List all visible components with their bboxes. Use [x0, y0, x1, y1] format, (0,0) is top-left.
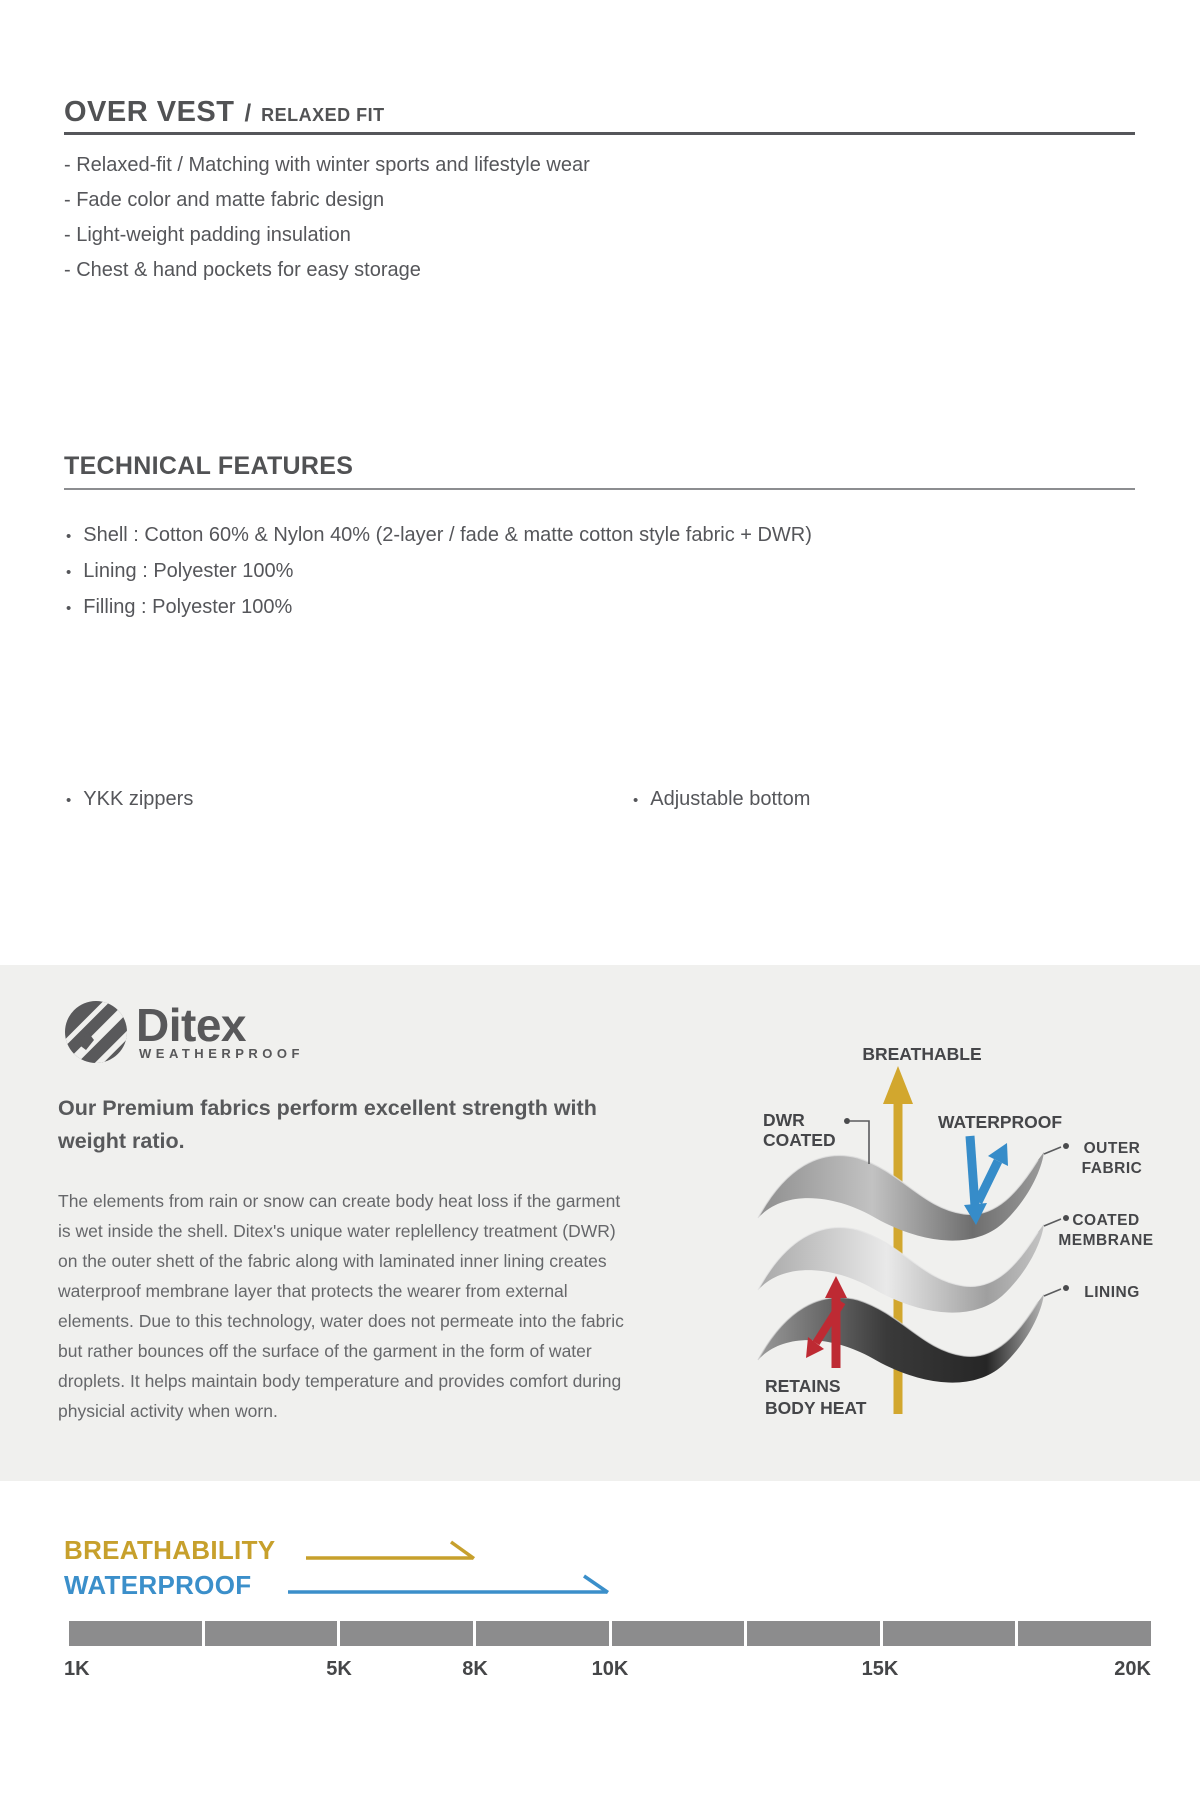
scale-tick-20k: 20K: [1114, 1658, 1151, 1680]
page-title: [64, 96, 385, 129]
technical-item: [66, 518, 812, 554]
technical-list: [66, 518, 812, 626]
brand-name: Ditex: [136, 999, 246, 1051]
extra-feature-bottom: [633, 788, 810, 811]
breathability-arrow: [306, 1542, 474, 1559]
scale-tick-10k: 10K: [591, 1658, 629, 1680]
scale-tick-8k: 8K: [462, 1658, 488, 1680]
breathable-arrow-head: [883, 1066, 913, 1104]
panel-headline: Our Premium fabrics perform excellent strength with weight ratio.: [58, 1096, 597, 1153]
feature-item: - Light-weight padding insulation: [64, 224, 351, 246]
bullet-icon: •: [66, 564, 72, 581]
coated-membrane-label: COATED: [1072, 1212, 1140, 1229]
extra-feature-text: Adjustable bottom: [650, 788, 811, 810]
scale-segment: [69, 1621, 202, 1646]
waterproof-label-bottom: WATERPROOF: [64, 1570, 252, 1600]
technical-item-text: Shell : Cotton 60% & Nylon 40% (2-layer / fade & matte cotton style fabric + DWR): [83, 524, 812, 546]
scale-segment: [612, 1621, 745, 1646]
fit-label: RELAXED FIT: [261, 105, 385, 125]
scale-segment: [883, 1621, 1016, 1646]
scale-tick-1k: 1K: [64, 1658, 90, 1680]
outer-fabric-label: OUTER: [1083, 1140, 1141, 1157]
outer-fabric-label: FABRIC: [1081, 1160, 1143, 1177]
meter-arrows: [0, 1530, 700, 1610]
feature-item: - Relaxed-fit / Matching with winter sports and lifestyle wear: [64, 154, 590, 176]
lining-connector: [1044, 1285, 1069, 1296]
bullet-icon: •: [66, 600, 72, 617]
lining-label: LINING: [1084, 1284, 1140, 1301]
scale-segment: [747, 1621, 880, 1646]
technical-underline: [64, 488, 1135, 490]
retains-body-heat-label: RETAINS: [765, 1376, 841, 1396]
scale-segment: [340, 1621, 473, 1646]
breathability-label: BREATHABILITY: [64, 1535, 276, 1565]
waterproof-arrow-line: [288, 1576, 608, 1593]
scale-segment: [205, 1621, 338, 1646]
coated-membrane-label: MEMBRANE: [1058, 1232, 1154, 1249]
extra-feature-zippers: [66, 788, 193, 811]
ditex-logo-icon: [64, 1000, 128, 1064]
scale-tick-5k: 5K: [326, 1658, 352, 1680]
outer-fabric-connector: [1044, 1143, 1069, 1154]
scale-tick-15k: 15K: [861, 1658, 899, 1680]
brand-tagline: WEATHERPROOF: [139, 1046, 304, 1061]
extra-feature-text: YKK zippers: [83, 788, 194, 810]
bullet-icon: •: [66, 528, 72, 545]
scale-segment: [476, 1621, 609, 1646]
retains-body-heat-label: BODY HEAT: [765, 1398, 867, 1418]
bullet-icon: •: [633, 792, 639, 809]
technical-item-text: Filling : Polyester 100%: [83, 596, 293, 618]
feature-item: - Fade color and matte fabric design: [64, 189, 385, 211]
breathable-label: BREATHABLE: [862, 1044, 982, 1064]
dwr-coated-label: DWR: [763, 1110, 805, 1130]
title-underline: [64, 132, 1135, 135]
bullet-icon: •: [66, 792, 72, 809]
product-name: OVER VEST: [64, 96, 235, 128]
technical-item: [66, 554, 812, 590]
dwr-coated-label: COATED: [763, 1130, 836, 1150]
coated-membrane-connector: [1044, 1215, 1069, 1226]
scale-segment: [1018, 1621, 1151, 1646]
waterproof-label: WATERPROOF: [937, 1112, 1063, 1132]
technical-item: [66, 590, 812, 626]
title-separator: /: [244, 100, 252, 127]
technical-item-text: Lining : Polyester 100%: [83, 560, 294, 582]
panel-body-text: The elements from rain or snow can create body heat loss if the garment is wet inside the shell. Ditex's unique water replellency treatment (DWR) on the outer shett of the fabric along with laminated inner lining creates waterproof membrane layer that protects the wearer from external elements. Due to this technology, water does not permeate into the fabric but rather bounces off the surface of the garment in the form of water droplets. It helps maintain body temperature and provides comfort during physicial activity when worn.: [58, 1191, 624, 1421]
fabric-layers-diagram: [650, 940, 1200, 1480]
rating-scale-bar: [69, 1621, 1151, 1646]
feature-item: - Chest & hand pockets for easy storage: [64, 259, 421, 281]
feature-list: [64, 148, 590, 288]
technical-features-heading: TECHNICAL FEATURES: [64, 452, 354, 480]
